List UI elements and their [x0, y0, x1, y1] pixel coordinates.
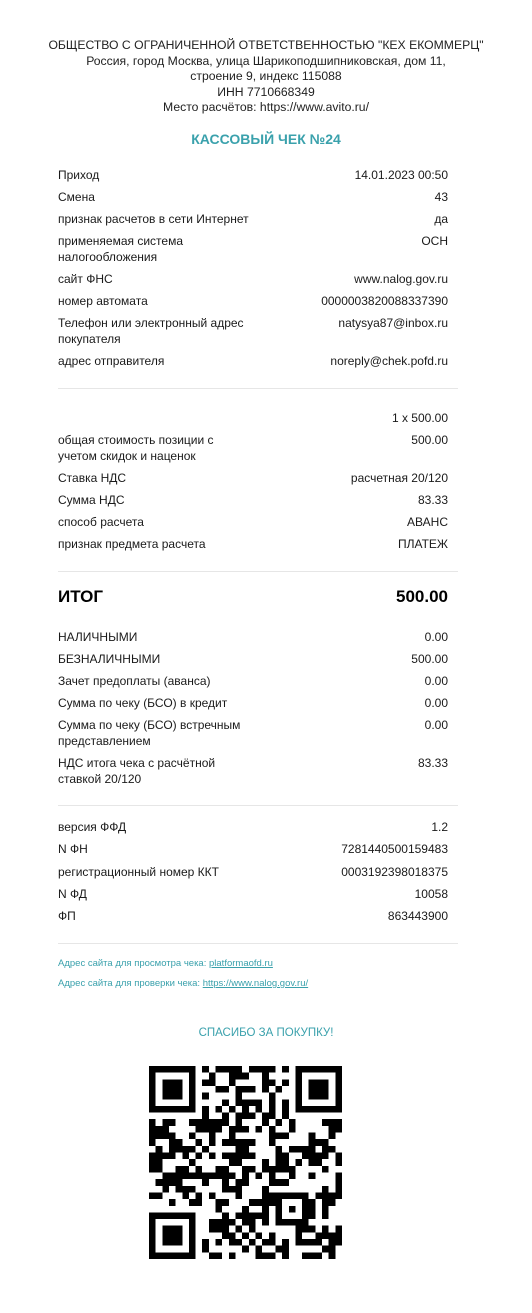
thanks-message: СПАСИБО ЗА ПОКУПКУ! [198, 1027, 334, 1039]
info-row-internet [58, 212, 448, 228]
divider [58, 805, 458, 806]
info-row-shift [58, 190, 448, 206]
company-address-line2: строение 9, индекс 115088 [190, 69, 342, 83]
payment-label: Сумма по чеку (БСО) встречным представлением [58, 718, 241, 748]
info-row-buyer-contact [58, 316, 448, 347]
info-row-operation [58, 168, 448, 184]
qr-code-icon [149, 1066, 342, 1259]
check-receipt-link-row [58, 978, 308, 989]
item-label: общая стоимость позиции с учетом скидок и наценок [58, 433, 214, 463]
payment-label: НДС итога чека с расчётной ставкой 20/120 [58, 756, 216, 786]
info-row-tax-system [58, 234, 448, 265]
view-receipt-link-row [58, 958, 273, 969]
info-value: natysya87@inbox.ru [338, 316, 448, 330]
payment-value: 0.00 [424, 630, 448, 644]
info-value: 14.01.2023 00:50 [354, 168, 448, 182]
divider [58, 571, 458, 572]
fiscal-label: регистрационный номер ККТ [58, 865, 219, 879]
fiscal-row-kkt-reg-number [58, 865, 448, 881]
payment-label: Сумма по чеку (БСО) в кредит [58, 696, 228, 710]
company-inn: ИНН 7710668349 [217, 84, 315, 99]
fiscal-label: версия ФФД [58, 820, 127, 834]
divider [58, 388, 458, 389]
company-name: ОБЩЕСТВО С ОГРАНИЧЕННОЙ ОТВЕТСТВЕННОСТЬЮ "КЕХ ЕКОММЕРЦ" [48, 38, 484, 52]
fiscal-row-fp [58, 909, 448, 925]
payment-value: 500.00 [411, 652, 448, 666]
info-value: да [434, 212, 448, 226]
check-receipt-link[interactable]: https://www.nalog.gov.ru/ [202, 978, 309, 989]
payment-label: БЕЗНАЛИЧНЫМИ [58, 652, 161, 666]
receipt-header [40, 38, 492, 116]
item-value: 83.33 [417, 493, 448, 507]
item-row-vat-rate [58, 471, 448, 487]
item-value: ПЛАТЕЖ [398, 537, 448, 551]
item-quantity-price-row [58, 411, 448, 427]
item-row-vat-sum [58, 493, 448, 509]
fiscal-value: 1.2 [431, 820, 448, 834]
item-row-total-cost [58, 433, 448, 464]
info-value: 43 [434, 190, 448, 204]
payment-value: 0.00 [424, 674, 448, 688]
item-value: 500.00 [411, 433, 448, 447]
item-row-payment-method [58, 515, 448, 531]
payment-row-counter [58, 718, 448, 749]
total-label: ИТОГ [58, 587, 104, 606]
fiscal-label: N ФН [58, 842, 88, 856]
view-receipt-label: Адрес сайта для просмотра чека: [58, 958, 207, 969]
info-label: Телефон или электронный адрес покупателя [58, 316, 244, 346]
info-label: признак расчетов в сети Интернет [58, 212, 249, 226]
total-row [58, 587, 448, 607]
item-label: Ставка НДС [58, 471, 127, 485]
fiscal-value: 863443900 [387, 909, 448, 923]
info-label: Приход [58, 168, 100, 182]
payment-row-cashless [58, 652, 448, 668]
payment-row-vat-total [58, 756, 448, 787]
payment-row-prepayment [58, 674, 448, 690]
info-label: сайт ФНС [58, 272, 113, 286]
item-label: признак предмета расчета [58, 537, 206, 551]
item-label: способ расчета [58, 515, 144, 529]
info-label: применяемая система налогообложения [58, 234, 184, 264]
fiscal-label: ФП [58, 909, 76, 923]
fiscal-value: 0003192398018375 [341, 865, 448, 879]
info-row-fns-site [58, 272, 448, 288]
payment-row-credit [58, 696, 448, 712]
payment-value: 0.00 [424, 718, 448, 732]
item-value: АВАНС [407, 515, 448, 529]
payment-value: 0.00 [424, 696, 448, 710]
info-label: номер автомата [58, 294, 148, 308]
check-receipt-label: Адрес сайта для проверки чека: [58, 978, 201, 989]
info-label: Смена [58, 190, 95, 204]
receipt-title: КАССОВЫЙ ЧЕК №24 [191, 131, 341, 147]
info-label: адрес отправителя [58, 354, 165, 368]
fiscal-label: N ФД [58, 887, 87, 901]
item-value: расчетная 20/120 [350, 471, 448, 485]
fiscal-row-fd-number [58, 887, 448, 903]
total-value: 500.00 [396, 587, 448, 606]
info-value: ОСН [421, 234, 448, 248]
payment-value: 83.33 [417, 756, 448, 770]
payment-label: Зачет предоплаты (аванса) [58, 674, 211, 688]
info-value: www.nalog.gov.ru [354, 272, 448, 286]
fiscal-row-ffd-version [58, 820, 448, 836]
fiscal-row-fn-number [58, 842, 448, 858]
item-row-subject [58, 537, 448, 553]
info-value: 0000003820088337390 [321, 294, 448, 308]
info-row-machine-number [58, 294, 448, 310]
payment-label: НАЛИЧНЫМИ [58, 630, 138, 644]
settlement-place: Место расчётов: https://www.avito.ru/ [163, 100, 369, 114]
item-quantity-price: 1 x 500.00 [391, 411, 448, 425]
info-value: noreply@chek.pofd.ru [330, 354, 448, 368]
info-row-sender [58, 354, 448, 370]
fiscal-value: 7281440500159483 [341, 842, 448, 856]
company-address-line1: Россия, город Москва, улица Шарикоподшипниковская, дом 11, [86, 53, 446, 68]
item-label: Сумма НДС [58, 493, 125, 507]
payment-row-cash [58, 630, 448, 646]
view-receipt-link[interactable]: platformaofd.ru [209, 958, 273, 969]
fiscal-value: 10058 [414, 887, 448, 901]
divider [58, 943, 458, 944]
